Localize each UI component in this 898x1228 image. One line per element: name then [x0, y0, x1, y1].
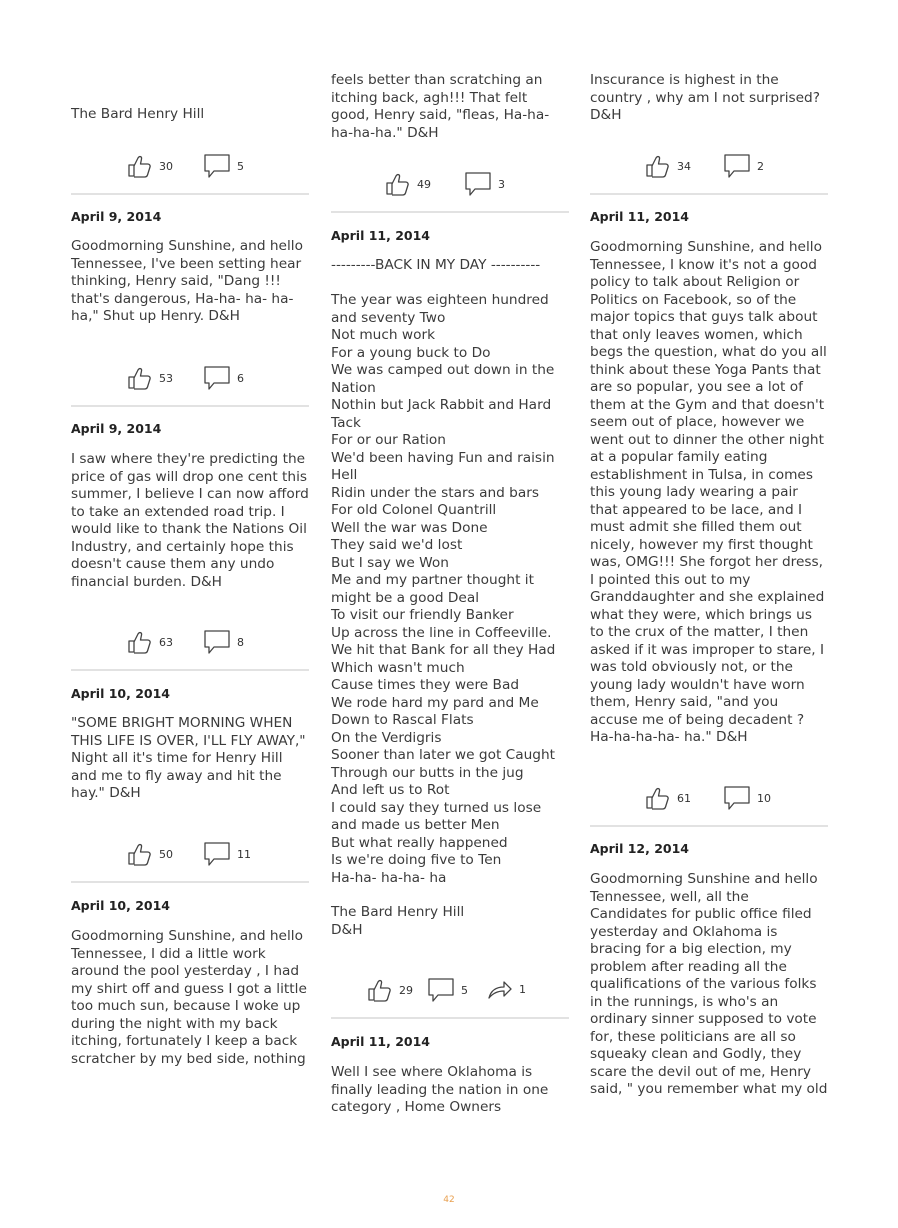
comment-count: 5: [237, 159, 244, 173]
post-text: Inscurance is highest in the country , why am I not surprised? D&H: [590, 72, 821, 123]
divider: [331, 1017, 569, 1019]
thumbs-up-icon: [127, 841, 153, 867]
comment-button[interactable]: [464, 171, 505, 197]
post-date: April 11, 2014: [590, 209, 689, 224]
divider: [71, 193, 309, 195]
comment-count: 2: [757, 159, 764, 173]
divider: [71, 881, 309, 883]
speech-bubble-icon: [203, 365, 231, 391]
post-actions: [331, 969, 569, 1009]
post-actions: [331, 163, 569, 203]
post-signature: The Bard Henry Hill D&H: [331, 904, 465, 938]
like-button[interactable]: [645, 785, 691, 811]
thumbs-up-icon: [645, 785, 671, 811]
post-text: feels better than scratching an itching back, agh!!! That felt good, Henry said, "fleas, Ha-ha-ha-ha-ha." D&H: [331, 72, 550, 141]
thumbs-up-icon: [127, 629, 153, 655]
post-text: Goodmorning Sunshine, and hello Tennessee, I did a little work around the pool yesterday , I had my shirt off and guess I got a little too much sun, because I woke up during the night with my back itching, fortunately I keep a back scratcher by my bed side, nothing: [71, 928, 307, 1067]
post-date: April 10, 2014: [71, 686, 170, 701]
speech-bubble-icon: [723, 153, 751, 179]
share-button[interactable]: [487, 977, 526, 1001]
like-count: 50: [159, 847, 173, 861]
post-text: Goodmorning Sunshine, and hello Tennessee, I've been setting hear thinking, Henry said, "Dang !!! that's dangerous, Ha-ha- ha- ha- ha," Shut up Henry. D&H: [71, 238, 303, 324]
post-date: April 9, 2014: [71, 209, 162, 224]
post-actions: [71, 357, 309, 397]
divider: [71, 405, 309, 407]
like-count: 34: [677, 159, 691, 173]
like-count: 61: [677, 791, 691, 805]
thumbs-up-icon: [367, 977, 393, 1003]
speech-bubble-icon: [464, 171, 492, 197]
thumbs-up-icon: [127, 153, 153, 179]
like-count: 53: [159, 371, 173, 385]
comment-button[interactable]: [203, 629, 244, 655]
divider: [331, 211, 569, 213]
like-count: 63: [159, 635, 173, 649]
like-button[interactable]: [367, 977, 413, 1003]
thumbs-up-icon: [127, 365, 153, 391]
post-date: April 9, 2014: [71, 421, 162, 436]
comment-count: 3: [498, 177, 505, 191]
post-date: April 11, 2014: [331, 228, 430, 243]
comment-button[interactable]: [723, 153, 764, 179]
thumbs-up-icon: [385, 171, 411, 197]
speech-bubble-icon: [203, 841, 231, 867]
post-actions: [590, 145, 828, 185]
post-date: April 11, 2014: [331, 1034, 430, 1049]
comment-button[interactable]: [427, 977, 468, 1003]
speech-bubble-icon: [723, 785, 751, 811]
like-count: 49: [417, 177, 431, 191]
divider: [590, 193, 828, 195]
post-heading: ---------BACK IN MY DAY ----------: [331, 257, 541, 273]
comment-count: 10: [757, 791, 771, 805]
share-count: 1: [519, 982, 526, 996]
post-text: I saw where they're predicting the price of gas will drop one cent this summer, I believe I can now afford to take an extended road trip. I would like to thank the Nations Oil Industry, and certainly hope this doesn't cause them any undo financial burden. D&H: [71, 451, 309, 590]
comment-count: 6: [237, 371, 244, 385]
like-button[interactable]: [385, 171, 431, 197]
speech-bubble-icon: [203, 629, 231, 655]
comment-count: 5: [461, 983, 468, 997]
comment-button[interactable]: [723, 785, 771, 811]
speech-bubble-icon: [427, 977, 455, 1003]
speech-bubble-icon: [203, 153, 231, 179]
share-arrow-icon: [487, 977, 513, 1001]
like-button[interactable]: [127, 629, 173, 655]
post-text: Goodmorning Sunshine, and hello Tennessee, I know it's not a good policy to talk about Religion or Politics on Facebook, so of the major topics that guys talk about that only leaves women, which begs the question, what do you all think about these Yoga Pants that are so popular, you see a lot of them at the Gym and that doesn't seem out of place, however we went out to dinner the other night at a popular family eating establishment in Tulsa, in comes this young lady wearing a pair that appeared to be lace, and I must admit she filled them out nicely, however my first thought was, OMG!!! She forgot her dress, I pointed this out to my Granddaughter and she explained what they were, which brings us to the crux of the matter, I then asked if it was improper to stare, I was told obviously not, or the young lady wouldn't have worn them, Henry said, "and you accuse me of being decadent ? Ha-ha-ha-ha- ha." D&H: [590, 239, 827, 745]
post-actions: [71, 145, 309, 185]
like-count: 29: [399, 983, 413, 997]
comment-button[interactable]: [203, 841, 251, 867]
post-text: Well I see where Oklahoma is finally leading the nation in one category , Home Owners: [331, 1064, 549, 1115]
post-actions: [71, 621, 309, 661]
comment-button[interactable]: [203, 153, 244, 179]
like-button[interactable]: [127, 841, 173, 867]
post-text: The Bard Henry Hill: [71, 106, 205, 122]
poem-text: The year was eighteen hundred and seventy Two Not much work For a young buck to Do We was camped out down in the Nation Nothin but Jack Rabbit and Hard Tack For or our Ration We'd been having Fun and raisin Hell Ridin under the stars and bars For old Colonel Quantrill Well the war was Done They said we'd lost But I say we Won Me and my partner thought it might be a good Deal To visit our friendly Banker Up across the line in Coffeeville. We hit that Bank for all they Had Which wasn't much Cause times they were Bad We rode hard my pard and Me Down to Rascal Flats On the Verdigris Sooner than later we got Caught Through our butts in the jug And left us to Rot I could say they turned us lose and made us better Men But what really happened Is we're doing five to Ten Ha-ha- ha-ha- ha: [331, 292, 556, 886]
post-actions: [590, 777, 828, 817]
comment-count: 8: [237, 635, 244, 649]
post-actions: [71, 833, 309, 873]
like-button[interactable]: [645, 153, 691, 179]
page-number: 42: [443, 1195, 455, 1205]
comment-button[interactable]: [203, 365, 244, 391]
like-button[interactable]: [127, 365, 173, 391]
post-date: April 12, 2014: [590, 841, 689, 856]
like-count: 30: [159, 159, 173, 173]
comment-count: 11: [237, 847, 251, 861]
post-text: Goodmorning Sunshine and hello Tennessee, well, all the Candidates for public office filed yesterday and Oklahoma is bracing for a big election, my problem after reading all the qualifications of the various folks in the runnings, is who's an ordinary sinner supposed to vote for, these politicians are all so squeaky clean and Godly, they scare the devil out of me, Henry said, " you remember what my old: [590, 871, 828, 1097]
divider: [71, 669, 309, 671]
post-text: "SOME BRIGHT MORNING WHEN THIS LIFE IS OVER, I'LL FLY AWAY," Night all it's time for Henry Hill and me to fly away and hit the hay." D&H: [71, 715, 306, 801]
like-button[interactable]: [127, 153, 173, 179]
divider: [590, 825, 828, 827]
post-date: April 10, 2014: [71, 898, 170, 913]
thumbs-up-icon: [645, 153, 671, 179]
